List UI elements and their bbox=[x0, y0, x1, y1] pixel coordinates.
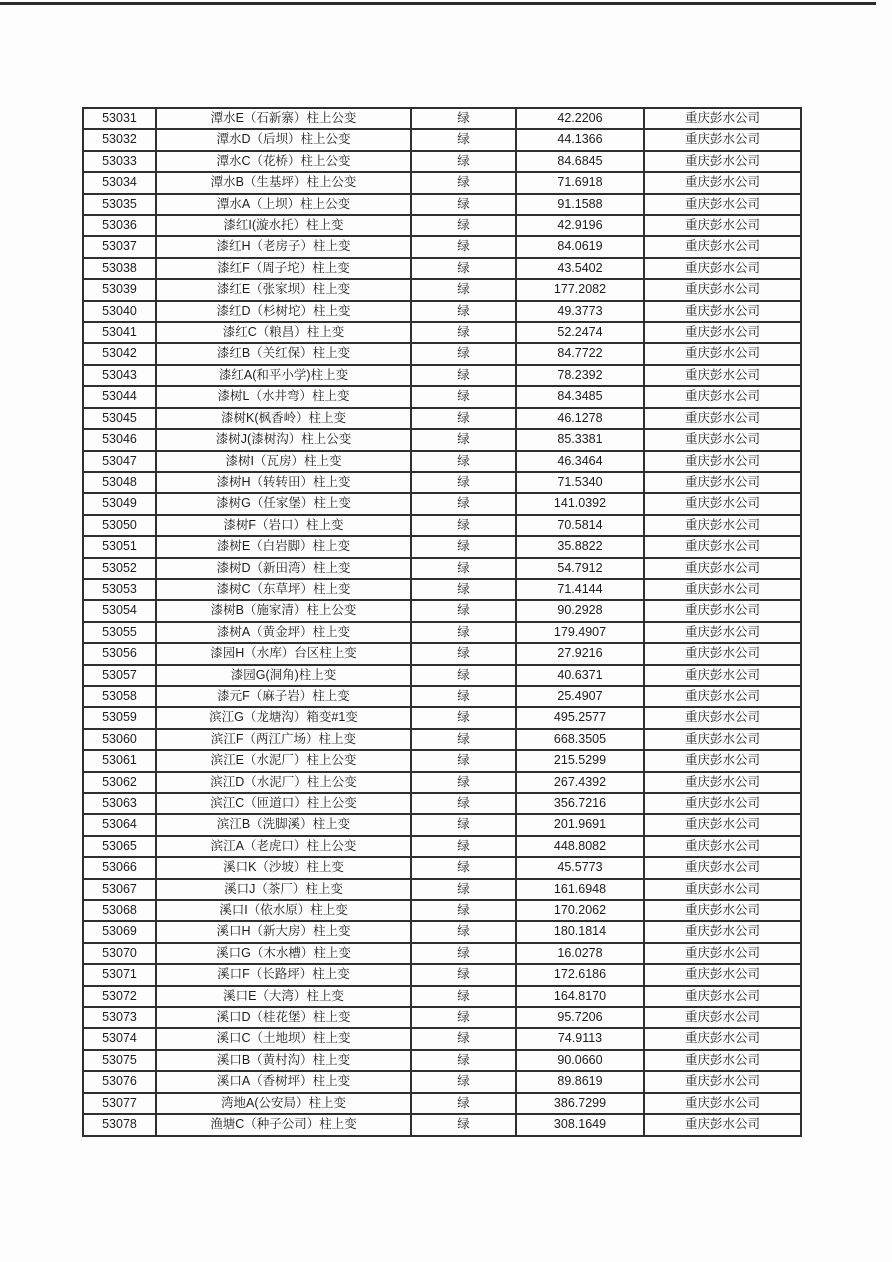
cell-name: 漆树A（黄金坪）柱上变 bbox=[156, 622, 411, 643]
cell-value: 71.6918 bbox=[516, 172, 644, 193]
cell-status: 绿 bbox=[411, 707, 516, 728]
cell-status: 绿 bbox=[411, 515, 516, 536]
table-row bbox=[83, 900, 801, 921]
cell-value: 172.6186 bbox=[516, 964, 644, 985]
cell-value: 46.3464 bbox=[516, 451, 644, 472]
cell-value: 179.4907 bbox=[516, 622, 644, 643]
cell-status: 绿 bbox=[411, 472, 516, 493]
cell-company: 重庆彭水公司 bbox=[644, 558, 801, 579]
cell-status: 绿 bbox=[411, 729, 516, 750]
cell-name: 漆红D（杉树坨）柱上变 bbox=[156, 301, 411, 322]
table-row bbox=[83, 921, 801, 942]
cell-name: 潭水D（后坝）柱上公变 bbox=[156, 129, 411, 150]
table-row bbox=[83, 558, 801, 579]
cell-company: 重庆彭水公司 bbox=[644, 772, 801, 793]
cell-status: 绿 bbox=[411, 686, 516, 707]
cell-status: 绿 bbox=[411, 814, 516, 835]
cell-id: 53059 bbox=[83, 707, 156, 728]
cell-company: 重庆彭水公司 bbox=[644, 1007, 801, 1028]
cell-name: 滨江B（洗脚溪）柱上变 bbox=[156, 814, 411, 835]
cell-status: 绿 bbox=[411, 386, 516, 407]
cell-company: 重庆彭水公司 bbox=[644, 622, 801, 643]
cell-name: 漆树G（任家堡）柱上变 bbox=[156, 493, 411, 514]
table-row bbox=[83, 707, 801, 728]
cell-id: 53046 bbox=[83, 429, 156, 450]
scan-artifact-line bbox=[0, 2, 876, 5]
table-row bbox=[83, 643, 801, 664]
cell-company: 重庆彭水公司 bbox=[644, 943, 801, 964]
cell-id: 53078 bbox=[83, 1114, 156, 1135]
cell-company: 重庆彭水公司 bbox=[644, 215, 801, 236]
cell-value: 44.1366 bbox=[516, 129, 644, 150]
table-row bbox=[83, 750, 801, 771]
cell-value: 177.2082 bbox=[516, 279, 644, 300]
cell-value: 84.0619 bbox=[516, 236, 644, 257]
cell-value: 40.6371 bbox=[516, 665, 644, 686]
cell-name: 溪口F（长路坪）柱上变 bbox=[156, 964, 411, 985]
cell-name: 滨江G（龙塘沟）箱变#1变 bbox=[156, 707, 411, 728]
table-row bbox=[83, 686, 801, 707]
cell-value: 89.8619 bbox=[516, 1071, 644, 1092]
cell-id: 53044 bbox=[83, 386, 156, 407]
cell-id: 53043 bbox=[83, 365, 156, 386]
cell-id: 53057 bbox=[83, 665, 156, 686]
table-row bbox=[83, 451, 801, 472]
cell-status: 绿 bbox=[411, 408, 516, 429]
cell-status: 绿 bbox=[411, 151, 516, 172]
cell-id: 53051 bbox=[83, 536, 156, 557]
cell-id: 53058 bbox=[83, 686, 156, 707]
cell-id: 53075 bbox=[83, 1050, 156, 1071]
cell-id: 53035 bbox=[83, 194, 156, 215]
table-row bbox=[83, 151, 801, 172]
cell-id: 53072 bbox=[83, 986, 156, 1007]
cell-value: 16.0278 bbox=[516, 943, 644, 964]
cell-company: 重庆彭水公司 bbox=[644, 857, 801, 878]
cell-value: 161.6948 bbox=[516, 879, 644, 900]
cell-company: 重庆彭水公司 bbox=[644, 429, 801, 450]
cell-value: 71.5340 bbox=[516, 472, 644, 493]
cell-name: 漆红A(和平小学)柱上变 bbox=[156, 365, 411, 386]
cell-name: 漆树D（新田湾）柱上变 bbox=[156, 558, 411, 579]
cell-value: 84.6845 bbox=[516, 151, 644, 172]
cell-status: 绿 bbox=[411, 365, 516, 386]
cell-company: 重庆彭水公司 bbox=[644, 600, 801, 621]
cell-id: 53041 bbox=[83, 322, 156, 343]
cell-status: 绿 bbox=[411, 258, 516, 279]
table-row bbox=[83, 857, 801, 878]
cell-status: 绿 bbox=[411, 1028, 516, 1049]
cell-name: 溪口G（木水槽）柱上变 bbox=[156, 943, 411, 964]
table-row bbox=[83, 1114, 801, 1135]
cell-status: 绿 bbox=[411, 429, 516, 450]
cell-id: 53076 bbox=[83, 1071, 156, 1092]
cell-status: 绿 bbox=[411, 172, 516, 193]
cell-id: 53063 bbox=[83, 793, 156, 814]
table-row bbox=[83, 536, 801, 557]
cell-id: 53052 bbox=[83, 558, 156, 579]
table-row bbox=[83, 365, 801, 386]
cell-status: 绿 bbox=[411, 1050, 516, 1071]
table-row bbox=[83, 622, 801, 643]
cell-name: 滨江A（老虎口）柱上公变 bbox=[156, 836, 411, 857]
cell-value: 52.2474 bbox=[516, 322, 644, 343]
cell-status: 绿 bbox=[411, 1071, 516, 1092]
table-row bbox=[83, 493, 801, 514]
cell-name: 漆树H（转转田）柱上变 bbox=[156, 472, 411, 493]
cell-id: 53045 bbox=[83, 408, 156, 429]
cell-value: 201.9691 bbox=[516, 814, 644, 835]
cell-name: 潭水B（生基坪）柱上公变 bbox=[156, 172, 411, 193]
cell-id: 53033 bbox=[83, 151, 156, 172]
cell-status: 绿 bbox=[411, 857, 516, 878]
cell-company: 重庆彭水公司 bbox=[644, 579, 801, 600]
cell-id: 53034 bbox=[83, 172, 156, 193]
cell-value: 42.2206 bbox=[516, 108, 644, 129]
cell-id: 53039 bbox=[83, 279, 156, 300]
table-row bbox=[83, 964, 801, 985]
cell-status: 绿 bbox=[411, 1093, 516, 1114]
cell-value: 49.3773 bbox=[516, 301, 644, 322]
cell-company: 重庆彭水公司 bbox=[644, 900, 801, 921]
cell-company: 重庆彭水公司 bbox=[644, 408, 801, 429]
cell-name: 滨江D（水泥厂）柱上公变 bbox=[156, 772, 411, 793]
cell-id: 53031 bbox=[83, 108, 156, 129]
cell-status: 绿 bbox=[411, 665, 516, 686]
table-row bbox=[83, 729, 801, 750]
cell-id: 53068 bbox=[83, 900, 156, 921]
table-row bbox=[83, 236, 801, 257]
cell-company: 重庆彭水公司 bbox=[644, 793, 801, 814]
cell-company: 重庆彭水公司 bbox=[644, 665, 801, 686]
cell-company: 重庆彭水公司 bbox=[644, 1071, 801, 1092]
cell-status: 绿 bbox=[411, 236, 516, 257]
cell-company: 重庆彭水公司 bbox=[644, 1028, 801, 1049]
cell-value: 170.2062 bbox=[516, 900, 644, 921]
cell-company: 重庆彭水公司 bbox=[644, 1050, 801, 1071]
cell-value: 91.1588 bbox=[516, 194, 644, 215]
cell-status: 绿 bbox=[411, 558, 516, 579]
cell-id: 53036 bbox=[83, 215, 156, 236]
cell-company: 重庆彭水公司 bbox=[644, 1114, 801, 1135]
cell-value: 70.5814 bbox=[516, 515, 644, 536]
table-row bbox=[83, 986, 801, 1007]
cell-company: 重庆彭水公司 bbox=[644, 279, 801, 300]
cell-status: 绿 bbox=[411, 279, 516, 300]
cell-value: 85.3381 bbox=[516, 429, 644, 450]
table-row bbox=[83, 215, 801, 236]
cell-name: 溪口H（新大房）柱上变 bbox=[156, 921, 411, 942]
transformer-table-body bbox=[83, 108, 801, 1136]
table-row bbox=[83, 258, 801, 279]
cell-value: 495.2577 bbox=[516, 707, 644, 728]
cell-value: 180.1814 bbox=[516, 921, 644, 942]
table-row bbox=[83, 1071, 801, 1092]
cell-company: 重庆彭水公司 bbox=[644, 921, 801, 942]
table-row bbox=[83, 301, 801, 322]
cell-id: 53060 bbox=[83, 729, 156, 750]
cell-status: 绿 bbox=[411, 194, 516, 215]
cell-value: 42.9196 bbox=[516, 215, 644, 236]
cell-name: 漆园G(洞角)柱上变 bbox=[156, 665, 411, 686]
cell-id: 53064 bbox=[83, 814, 156, 835]
cell-status: 绿 bbox=[411, 579, 516, 600]
cell-id: 53047 bbox=[83, 451, 156, 472]
cell-status: 绿 bbox=[411, 793, 516, 814]
cell-name: 溪口J（茶厂）柱上变 bbox=[156, 879, 411, 900]
cell-company: 重庆彭水公司 bbox=[644, 750, 801, 771]
cell-status: 绿 bbox=[411, 986, 516, 1007]
cell-name: 潭水A（上坝）柱上公变 bbox=[156, 194, 411, 215]
cell-value: 46.1278 bbox=[516, 408, 644, 429]
table-row bbox=[83, 1093, 801, 1114]
cell-company: 重庆彭水公司 bbox=[644, 108, 801, 129]
cell-name: 漆红E（张家坝）柱上变 bbox=[156, 279, 411, 300]
table-row bbox=[83, 1007, 801, 1028]
cell-id: 53037 bbox=[83, 236, 156, 257]
cell-id: 53074 bbox=[83, 1028, 156, 1049]
cell-value: 141.0392 bbox=[516, 493, 644, 514]
cell-name: 渔塘C（种子公司）柱上变 bbox=[156, 1114, 411, 1135]
cell-company: 重庆彭水公司 bbox=[644, 643, 801, 664]
table-row bbox=[83, 1028, 801, 1049]
cell-name: 潭水C（花桥）柱上公变 bbox=[156, 151, 411, 172]
cell-company: 重庆彭水公司 bbox=[644, 258, 801, 279]
cell-status: 绿 bbox=[411, 964, 516, 985]
cell-status: 绿 bbox=[411, 129, 516, 150]
cell-value: 308.1649 bbox=[516, 1114, 644, 1135]
cell-value: 84.3485 bbox=[516, 386, 644, 407]
cell-value: 78.2392 bbox=[516, 365, 644, 386]
cell-company: 重庆彭水公司 bbox=[644, 194, 801, 215]
cell-value: 668.3505 bbox=[516, 729, 644, 750]
cell-value: 27.9216 bbox=[516, 643, 644, 664]
cell-id: 53069 bbox=[83, 921, 156, 942]
table-row bbox=[83, 665, 801, 686]
table-row bbox=[83, 879, 801, 900]
cell-company: 重庆彭水公司 bbox=[644, 236, 801, 257]
cell-company: 重庆彭水公司 bbox=[644, 343, 801, 364]
cell-name: 溪口A（香树坪）柱上变 bbox=[156, 1071, 411, 1092]
cell-status: 绿 bbox=[411, 343, 516, 364]
table-row bbox=[83, 194, 801, 215]
cell-company: 重庆彭水公司 bbox=[644, 964, 801, 985]
cell-name: 漆元F（麻子岩）柱上变 bbox=[156, 686, 411, 707]
cell-company: 重庆彭水公司 bbox=[644, 151, 801, 172]
cell-name: 溪口K（沙坡）柱上变 bbox=[156, 857, 411, 878]
cell-company: 重庆彭水公司 bbox=[644, 322, 801, 343]
cell-status: 绿 bbox=[411, 493, 516, 514]
cell-status: 绿 bbox=[411, 879, 516, 900]
table-row bbox=[83, 772, 801, 793]
cell-id: 53073 bbox=[83, 1007, 156, 1028]
cell-id: 53062 bbox=[83, 772, 156, 793]
cell-name: 漆树K(枫香岭）柱上变 bbox=[156, 408, 411, 429]
cell-status: 绿 bbox=[411, 215, 516, 236]
cell-company: 重庆彭水公司 bbox=[644, 365, 801, 386]
cell-name: 漆红I(漩水托）柱上变 bbox=[156, 215, 411, 236]
table-row bbox=[83, 386, 801, 407]
cell-value: 95.7206 bbox=[516, 1007, 644, 1028]
table-row bbox=[83, 108, 801, 129]
cell-value: 71.4144 bbox=[516, 579, 644, 600]
cell-id: 53038 bbox=[83, 258, 156, 279]
cell-value: 90.0660 bbox=[516, 1050, 644, 1071]
cell-company: 重庆彭水公司 bbox=[644, 386, 801, 407]
cell-value: 448.8082 bbox=[516, 836, 644, 857]
cell-id: 53071 bbox=[83, 964, 156, 985]
table-row bbox=[83, 793, 801, 814]
cell-id: 53053 bbox=[83, 579, 156, 600]
cell-value: 356.7216 bbox=[516, 793, 644, 814]
table-row bbox=[83, 943, 801, 964]
cell-value: 164.8170 bbox=[516, 986, 644, 1007]
cell-name: 溪口E（大湾）柱上变 bbox=[156, 986, 411, 1007]
cell-id: 53050 bbox=[83, 515, 156, 536]
cell-name: 湾地A(公安局）柱上变 bbox=[156, 1093, 411, 1114]
cell-value: 267.4392 bbox=[516, 772, 644, 793]
cell-id: 53077 bbox=[83, 1093, 156, 1114]
cell-company: 重庆彭水公司 bbox=[644, 301, 801, 322]
cell-company: 重庆彭水公司 bbox=[644, 472, 801, 493]
cell-status: 绿 bbox=[411, 1114, 516, 1135]
cell-name: 漆树I（瓦房）柱上变 bbox=[156, 451, 411, 472]
transformer-load-table bbox=[82, 107, 802, 1137]
table-row bbox=[83, 836, 801, 857]
cell-id: 53066 bbox=[83, 857, 156, 878]
cell-company: 重庆彭水公司 bbox=[644, 129, 801, 150]
cell-name: 漆红H（老房子）柱上变 bbox=[156, 236, 411, 257]
cell-name: 漆红B（关红保）柱上变 bbox=[156, 343, 411, 364]
cell-name: 漆树F（岩口）柱上变 bbox=[156, 515, 411, 536]
cell-status: 绿 bbox=[411, 943, 516, 964]
cell-value: 84.7722 bbox=[516, 343, 644, 364]
cell-id: 53040 bbox=[83, 301, 156, 322]
cell-status: 绿 bbox=[411, 451, 516, 472]
cell-id: 53048 bbox=[83, 472, 156, 493]
cell-company: 重庆彭水公司 bbox=[644, 707, 801, 728]
table-row bbox=[83, 322, 801, 343]
cell-company: 重庆彭水公司 bbox=[644, 686, 801, 707]
cell-name: 滨江C（匝道口）柱上公变 bbox=[156, 793, 411, 814]
cell-id: 53049 bbox=[83, 493, 156, 514]
cell-status: 绿 bbox=[411, 1007, 516, 1028]
cell-company: 重庆彭水公司 bbox=[644, 814, 801, 835]
cell-name: 漆树B（施家清）柱上公变 bbox=[156, 600, 411, 621]
cell-value: 215.5299 bbox=[516, 750, 644, 771]
cell-status: 绿 bbox=[411, 750, 516, 771]
cell-status: 绿 bbox=[411, 600, 516, 621]
cell-value: 43.5402 bbox=[516, 258, 644, 279]
cell-status: 绿 bbox=[411, 836, 516, 857]
cell-company: 重庆彭水公司 bbox=[644, 493, 801, 514]
cell-status: 绿 bbox=[411, 536, 516, 557]
cell-id: 53065 bbox=[83, 836, 156, 857]
cell-status: 绿 bbox=[411, 622, 516, 643]
cell-name: 滨江E（水泥厂）柱上公变 bbox=[156, 750, 411, 771]
cell-company: 重庆彭水公司 bbox=[644, 729, 801, 750]
table-row bbox=[83, 129, 801, 150]
cell-name: 漆树J(漆树沟）柱上公变 bbox=[156, 429, 411, 450]
table-row bbox=[83, 429, 801, 450]
cell-value: 25.4907 bbox=[516, 686, 644, 707]
cell-id: 53055 bbox=[83, 622, 156, 643]
table-row bbox=[83, 515, 801, 536]
cell-id: 53042 bbox=[83, 343, 156, 364]
cell-name: 溪口C（土地坝）柱上变 bbox=[156, 1028, 411, 1049]
cell-name: 漆树L（水井弯）柱上变 bbox=[156, 386, 411, 407]
cell-id: 53054 bbox=[83, 600, 156, 621]
cell-company: 重庆彭水公司 bbox=[644, 536, 801, 557]
cell-id: 53067 bbox=[83, 879, 156, 900]
cell-name: 溪口D（桂花堡）柱上变 bbox=[156, 1007, 411, 1028]
cell-name: 漆红F（周子坨）柱上变 bbox=[156, 258, 411, 279]
cell-name: 溪口B（黄村沟）柱上变 bbox=[156, 1050, 411, 1071]
cell-status: 绿 bbox=[411, 301, 516, 322]
cell-name: 漆树E（白岩脚）柱上变 bbox=[156, 536, 411, 557]
cell-status: 绿 bbox=[411, 108, 516, 129]
cell-name: 潭水E（石新寨）柱上公变 bbox=[156, 108, 411, 129]
table-row bbox=[83, 472, 801, 493]
cell-id: 53070 bbox=[83, 943, 156, 964]
cell-company: 重庆彭水公司 bbox=[644, 986, 801, 1007]
cell-id: 53061 bbox=[83, 750, 156, 771]
cell-company: 重庆彭水公司 bbox=[644, 836, 801, 857]
cell-name: 漆树C（东草坪）柱上变 bbox=[156, 579, 411, 600]
table-row bbox=[83, 814, 801, 835]
cell-status: 绿 bbox=[411, 900, 516, 921]
cell-name: 滨江F（两江广场）柱上变 bbox=[156, 729, 411, 750]
cell-name: 溪口I（依水原）柱上变 bbox=[156, 900, 411, 921]
cell-id: 53032 bbox=[83, 129, 156, 150]
cell-company: 重庆彭水公司 bbox=[644, 879, 801, 900]
table-row bbox=[83, 408, 801, 429]
cell-value: 45.5773 bbox=[516, 857, 644, 878]
cell-id: 53056 bbox=[83, 643, 156, 664]
table-row bbox=[83, 172, 801, 193]
cell-value: 74.9113 bbox=[516, 1028, 644, 1049]
cell-value: 386.7299 bbox=[516, 1093, 644, 1114]
table-row bbox=[83, 1050, 801, 1071]
cell-value: 90.2928 bbox=[516, 600, 644, 621]
table-row bbox=[83, 600, 801, 621]
cell-company: 重庆彭水公司 bbox=[644, 515, 801, 536]
table-row bbox=[83, 579, 801, 600]
cell-company: 重庆彭水公司 bbox=[644, 451, 801, 472]
cell-company: 重庆彭水公司 bbox=[644, 172, 801, 193]
cell-name: 漆红C（粮昌）柱上变 bbox=[156, 322, 411, 343]
cell-value: 35.8822 bbox=[516, 536, 644, 557]
cell-status: 绿 bbox=[411, 643, 516, 664]
cell-name: 漆园H（水库）台区柱上变 bbox=[156, 643, 411, 664]
cell-company: 重庆彭水公司 bbox=[644, 1093, 801, 1114]
cell-value: 54.7912 bbox=[516, 558, 644, 579]
cell-status: 绿 bbox=[411, 322, 516, 343]
cell-status: 绿 bbox=[411, 772, 516, 793]
cell-status: 绿 bbox=[411, 921, 516, 942]
table-row bbox=[83, 279, 801, 300]
table-row bbox=[83, 343, 801, 364]
